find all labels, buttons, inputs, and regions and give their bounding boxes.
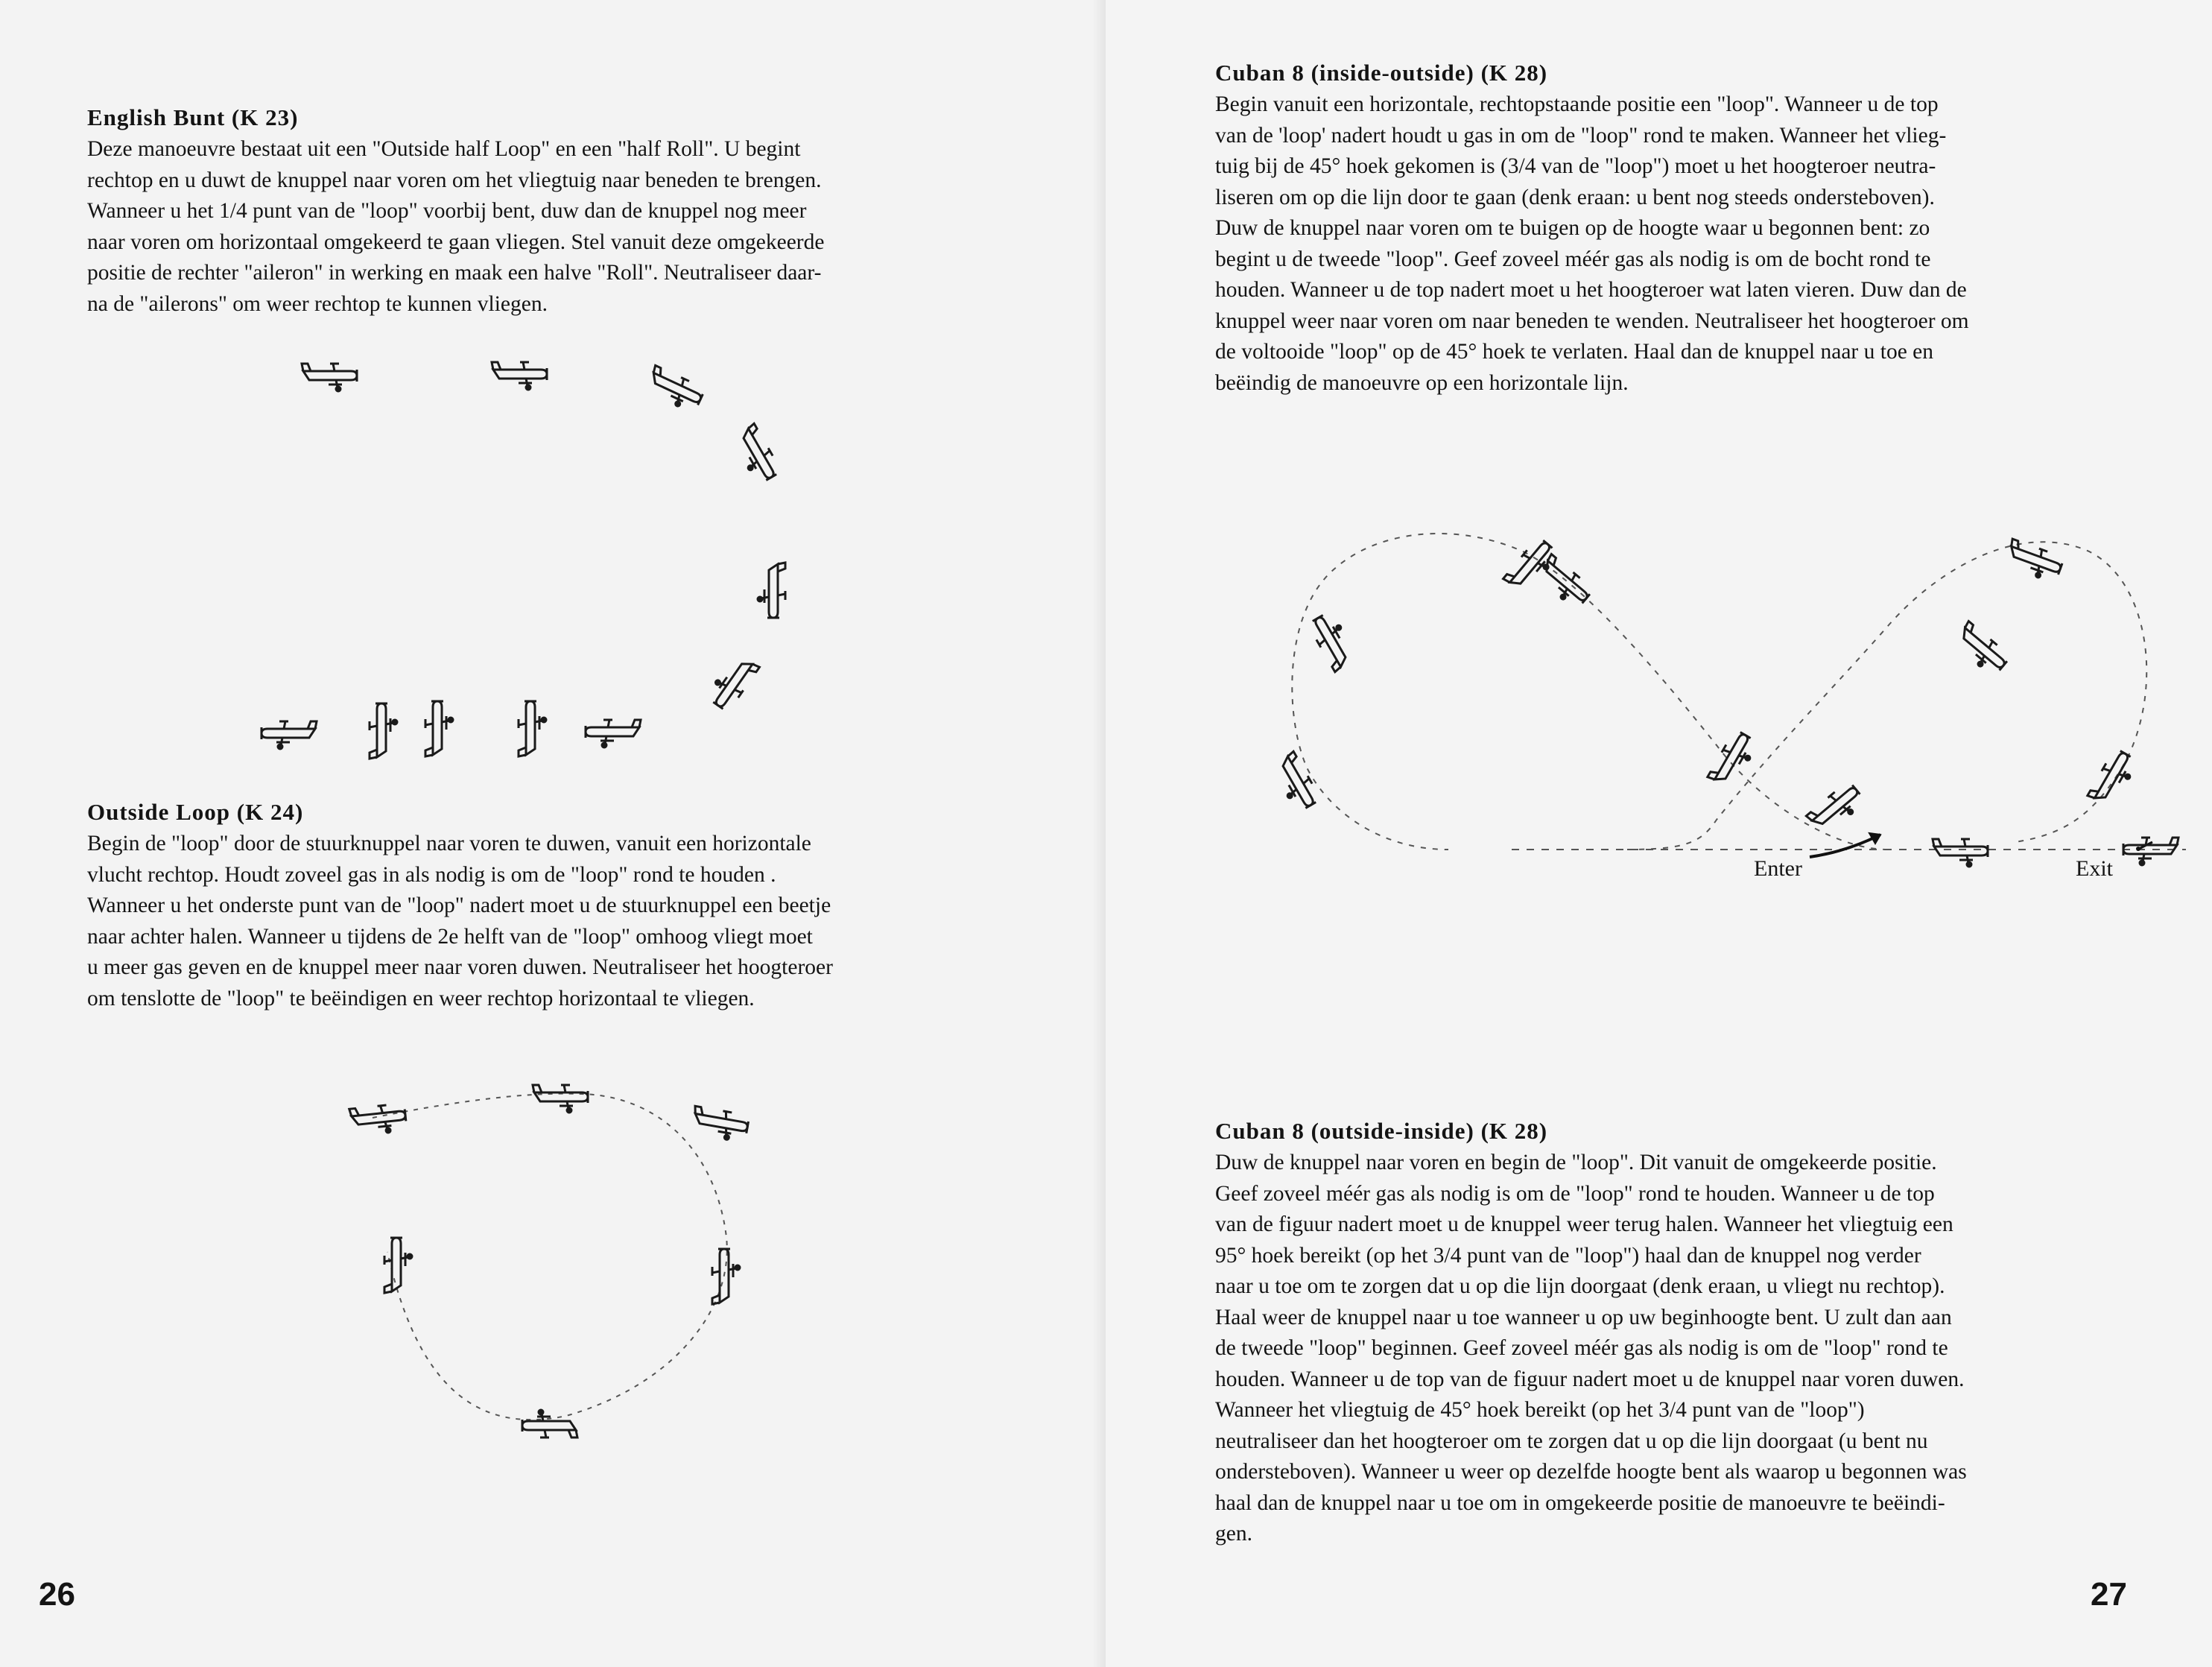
text-line: neutraliseer dan het hoogteroer om te zorgen dat u op die lijn doorgaat (u bent nu	[1215, 1429, 1928, 1453]
text-line: de voltooide "loop" op de 45° hoek te verlaten. Haal dan de knuppel naar u toe en	[1215, 340, 1934, 364]
page-number-right: 27	[2091, 1576, 2127, 1613]
airplane-icon	[1270, 751, 1321, 813]
text-line: om tenslotte de "loop" te beëindigen en weer rechtop horizontaal te vliegen.	[87, 986, 755, 1010]
text-line: beëindig de manoeuvre op een horizontale lijn.	[1215, 370, 1629, 395]
cuban8-outside-inside-text	[1215, 1148, 1967, 1550]
text-line: knuppel weer naar voren om naar beneden te wenden. Neutraliseer het hoogteroer om	[1215, 309, 1969, 333]
figure-eight-path	[1292, 534, 2146, 850]
text-line: u meer gas geven en de knuppel meer naar voren duwen. Neutraliseer het hoogteroer	[87, 955, 833, 979]
text-line: Begin de "loop" door de stuurknuppel naar voren te duwen, vanuit een horizontale	[87, 832, 811, 855]
text-line: houden. Wanneer u de top van de figuur nadert moet u de knuppel naar voren duwen.	[1215, 1367, 1965, 1391]
loop-path	[373, 1094, 727, 1420]
english-bunt-heading: English Bunt (K 23)	[87, 104, 299, 130]
text-line: na de "ailerons" om weer rechtop te kunnen vliegen.	[87, 291, 548, 316]
text-line: naar achter halen. Wanneer u tijdens de 2e helft van de "loop" omhoog vliegt moet	[87, 924, 813, 949]
cuban8-outside-inside-section	[1215, 1118, 1967, 1550]
cuban8-inside-outside-text	[1215, 89, 1969, 399]
airplane-icon	[1503, 537, 1560, 596]
text-line: van de figuur nadert moet u de knuppel weer terug halen. Wanneer het vliegtuig een	[1215, 1212, 1953, 1236]
text-line: haal dan de knuppel naar u toe om in omgekeerde positie de manoeuvre te beëindi-	[1215, 1490, 1945, 1515]
text-line: Duw de knuppel naar voren en begin de "loop". Dit vanuit de omgekeerde positie.	[1215, 1151, 1937, 1174]
airplane-icon	[349, 1104, 407, 1137]
airplane-icon	[519, 701, 546, 756]
airplane-icon	[533, 1085, 588, 1113]
airplane-icon	[644, 365, 706, 414]
text-line: gen.	[1215, 1522, 1252, 1546]
enter-arrow	[1810, 835, 1880, 857]
text-line: houden. Wanneer u de top nadert moet u het hoogteroer wat laten vieren. Duw dan de	[1215, 278, 1967, 302]
english-bunt-diagram	[0, 0, 1106, 820]
exit-label: Exit	[2076, 856, 2113, 881]
text-line: van de 'loop' nadert houdt u gas in om de "loop" rond te maken. Wanneer het vlieg-	[1215, 123, 1947, 148]
airplane-icon	[522, 1410, 577, 1437]
text-line: vlucht rechtop. Houdt zoveel gas in als nodig is om de "loop" rond te houden .	[87, 862, 776, 887]
page-number-left: 26	[39, 1576, 75, 1613]
text-line: Wanneer het vliegtuig de 45° hoek bereikt (op het 3/4 punt van de "loop")	[1215, 1398, 1865, 1422]
airplane-icon	[2003, 539, 2064, 583]
airplane-icon	[691, 1106, 750, 1142]
cuban8-diagram	[1106, 492, 2212, 909]
airplane-icon	[2088, 748, 2139, 810]
airplane-icon	[706, 651, 760, 712]
airplane-icon	[758, 563, 785, 618]
text-line: positie de rechter "aileron" in werking en maak een halve "Roll". Neutraliseer daar-	[87, 261, 822, 285]
text-line: naar u toe om te zorgen dat u op die lijn doorgaat (denk eraan, u vliegt nu rechtop).	[1215, 1274, 1945, 1298]
text-line: 95° hoek bereikt (op het 3/4 punt van de "loop") haal dan de knuppel nog verder	[1215, 1243, 1921, 1268]
text-line: begint u de tweede "loop". Geef zoveel méér gas als nodig is om de bocht rond te	[1215, 247, 1931, 271]
airplane-icon	[302, 364, 357, 391]
outside-loop-text	[87, 829, 833, 1014]
text-line: rechtop en u duwt de knuppel naar voren om het vliegtuig naar beneden te brengen.	[87, 168, 822, 192]
airplane-icon	[1951, 621, 2011, 678]
airplane-icon	[370, 703, 397, 759]
cuban8-outside-inside-heading: Cuban 8 (outside-inside) (K 28)	[1215, 1118, 1548, 1144]
outside-loop-diagram	[0, 1028, 1106, 1475]
airplane-icon	[262, 721, 317, 749]
airplane-icon	[384, 1238, 412, 1293]
text-line: Haal weer de knuppel naar u toe wanneer u op uw beginhoogte bent. U zult dan aan	[1215, 1305, 1952, 1329]
airplane-icon	[1308, 610, 1359, 672]
text-line: ondersteboven). Wanneer u weer op dezelfde hoogte bent als waarop u begonnen was	[1215, 1460, 1967, 1484]
airplane-icon	[586, 720, 641, 747]
text-line: de tweede "loop" beginnen. Geef zoveel méér gas als nodig is om de "loop" rond te	[1215, 1336, 1948, 1360]
airplane-icon	[1933, 839, 1988, 867]
text-line: Begin vanuit een horizontale, rechtopstaande positie een "loop". Wanneer u de top	[1215, 92, 1939, 116]
cuban8-inside-outside-heading: Cuban 8 (inside-outside) (K 28)	[1215, 60, 1548, 86]
text-line: Wanneer u het 1/4 punt van de "loop" voorbij bent, duw dan de knuppel nog meer	[87, 199, 807, 223]
text-line: liseren om op die lijn door te gaan (denk eraan: u bent nog steeds ondersteboven).	[1215, 185, 1935, 209]
airplane-icon	[1708, 730, 1759, 791]
airplane-icon	[730, 423, 782, 485]
text-line: Deze manoeuvre bestaat uit een "Outside half Loop" en een "half Roll". U begint	[87, 137, 801, 161]
text-line: naar voren om horizontaal omgekeerd te gaan vliegen. Stel vanuit deze omgekeerde	[87, 230, 825, 254]
cuban8-inside-outside-section	[1215, 60, 1969, 399]
airplane-icon	[425, 701, 453, 756]
outside-loop-heading: Outside Loop (K 24)	[87, 799, 304, 825]
enter-label: Enter	[1754, 856, 1802, 881]
airplane-icon	[712, 1249, 740, 1304]
airplane-icon	[492, 362, 547, 390]
right-page	[1106, 0, 2212, 1667]
outside-loop-section	[87, 799, 833, 1014]
exit-dot	[2136, 847, 2140, 851]
text-line: Geef zoveel méér gas als nodig is om de "loop" rond te houden. Wanneer u de top	[1215, 1181, 1935, 1206]
text-line: tuig bij de 45° hoek gekomen is (3/4 van de "loop") moet u het hoogteroer neutra-	[1215, 154, 1936, 178]
text-line: Duw de knuppel naar voren om te buigen op de hoogte waar u begonnen bent: zo	[1215, 216, 1930, 240]
text-line: Wanneer u het onderste punt van de "loop" nadert moet u de stuurknuppel een beetje	[87, 893, 831, 917]
